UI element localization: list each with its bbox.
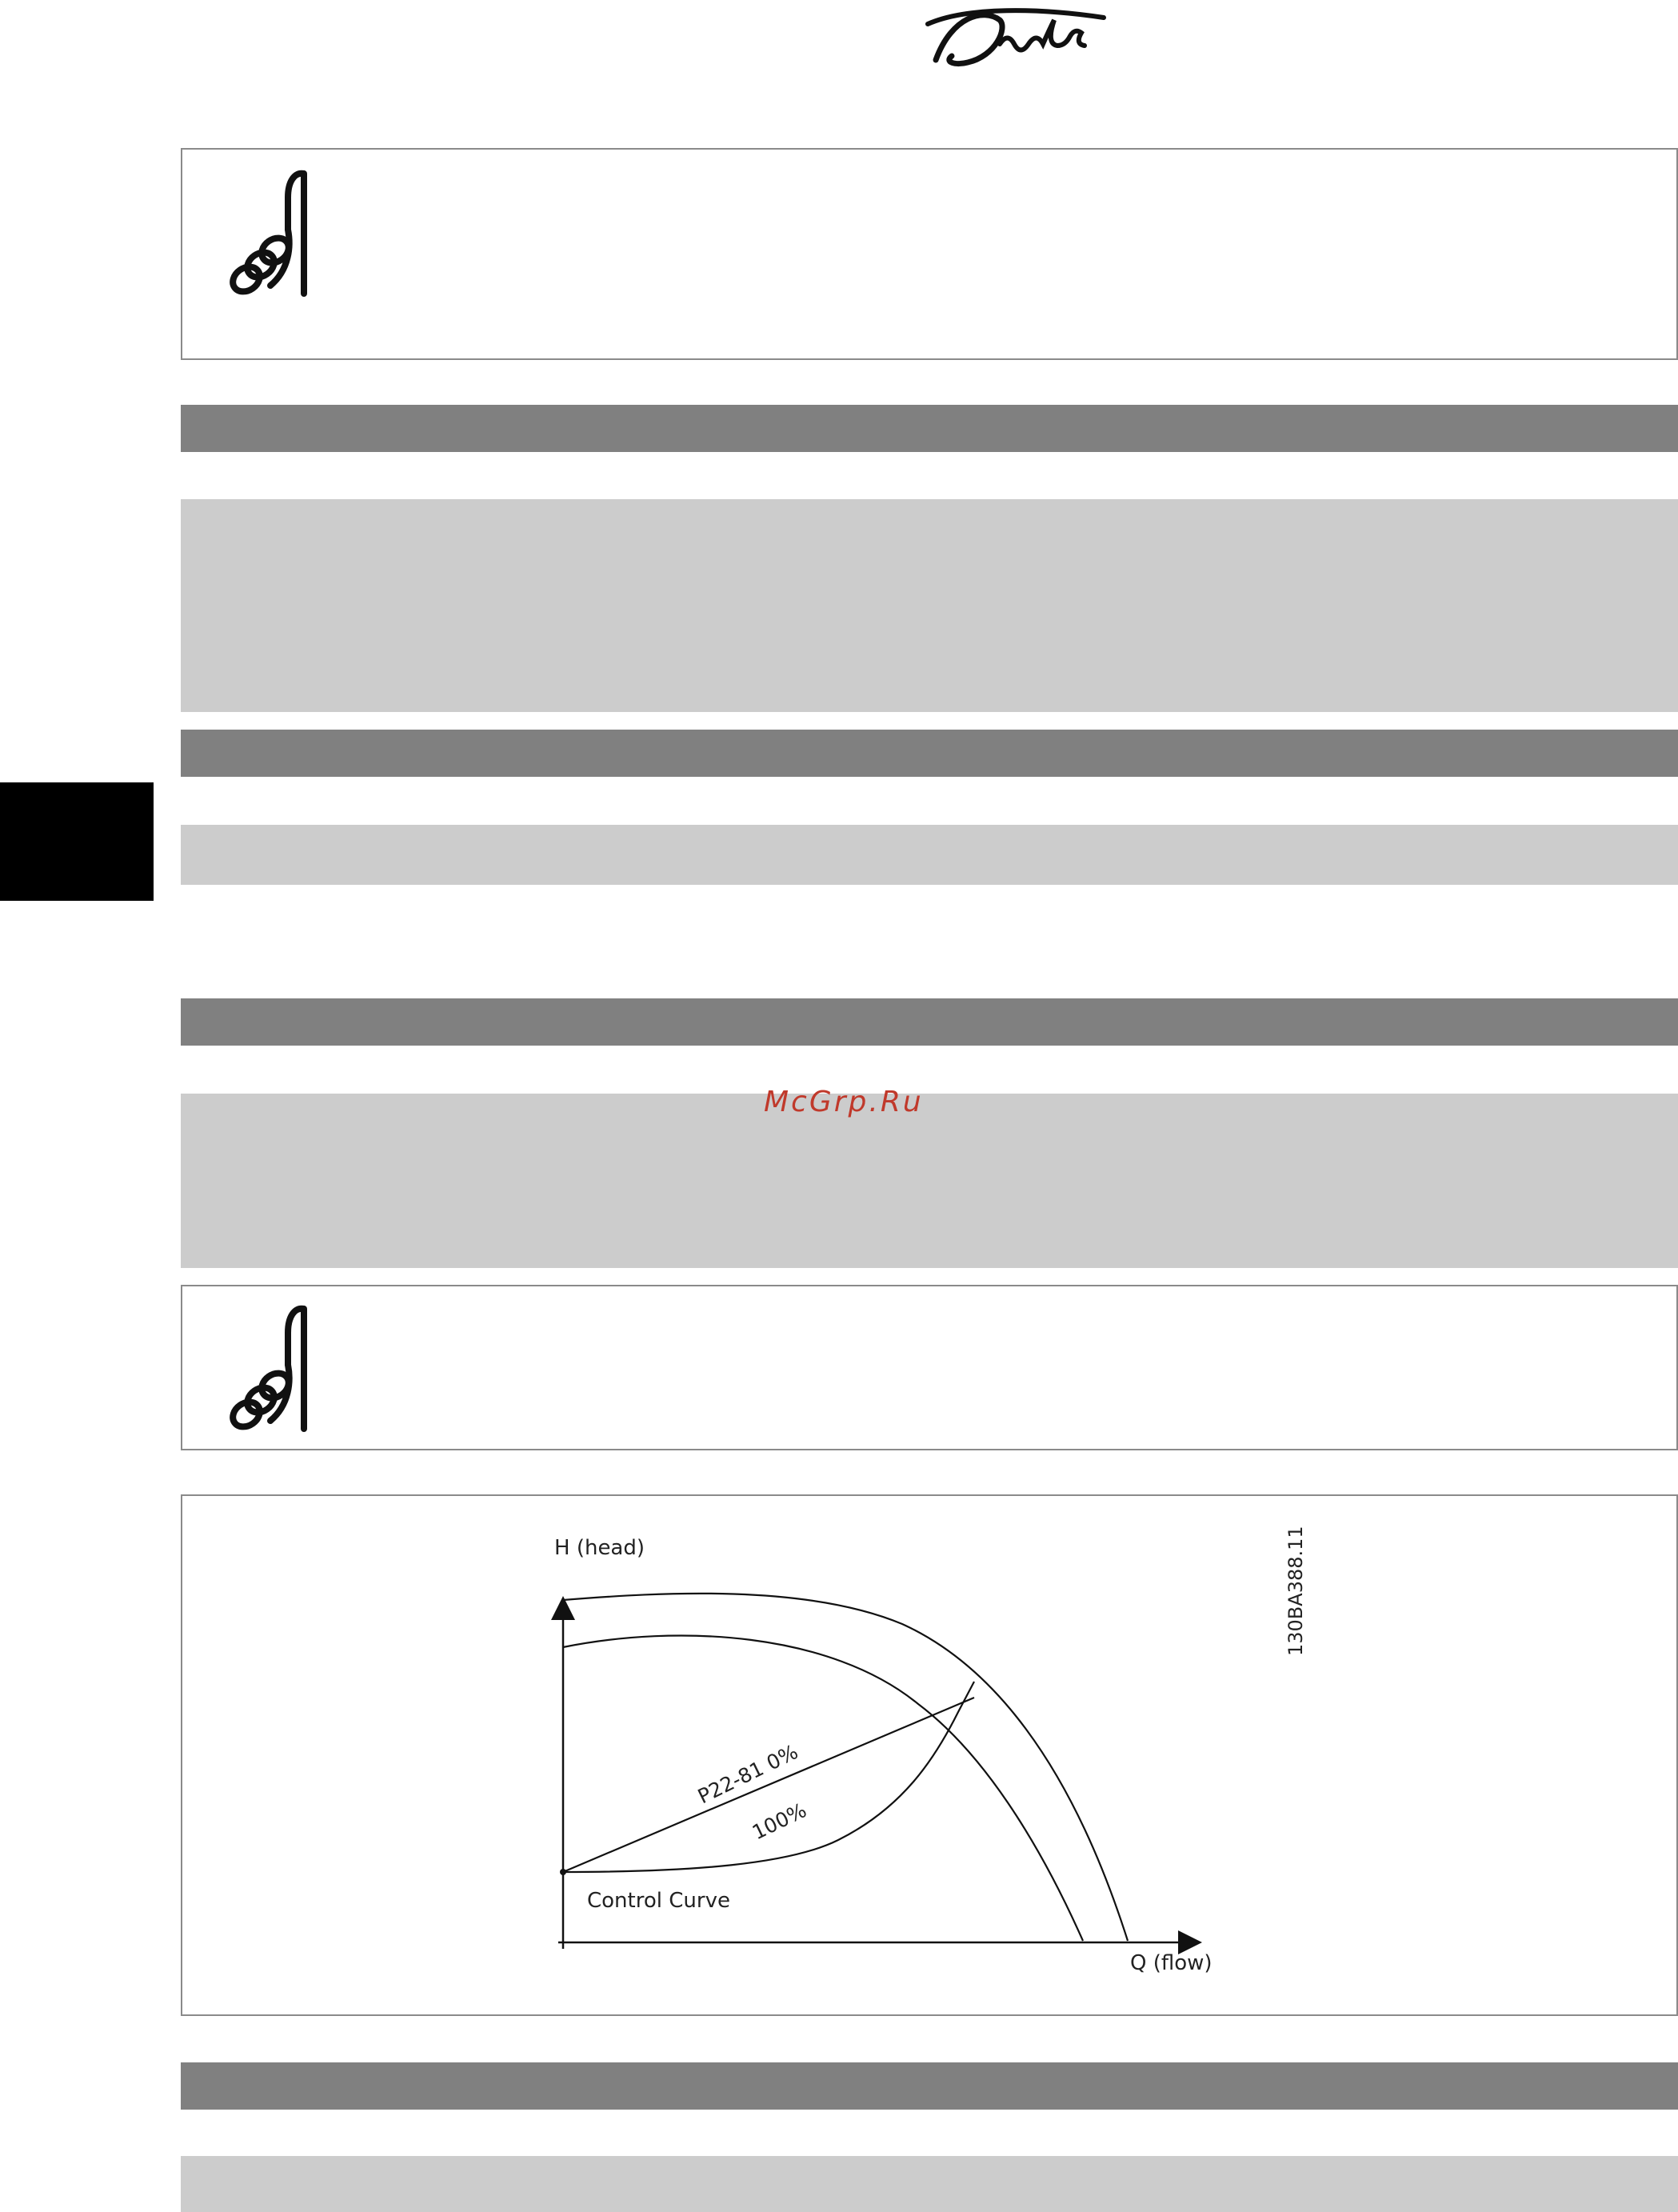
section-header-bar-1 (181, 405, 1678, 452)
parameter-block-2 (181, 825, 1678, 885)
hand-pointing-note-icon (214, 1301, 326, 1437)
note-box-2 (181, 1285, 1678, 1450)
control-curve-figure (181, 1494, 1678, 2016)
y-axis-label: H (head) (554, 1536, 645, 1560)
control-line-0pct (563, 1698, 974, 1872)
watermark-text: McGrp.Ru (764, 1086, 924, 1118)
section-header-bar-4 (181, 2062, 1678, 2110)
p22-81-label: P22-81 0% (693, 1740, 802, 1809)
hand-pointing-note-icon (214, 166, 326, 302)
control-curve-origin-point (560, 1869, 566, 1875)
figure-id-label: 130BA388.11 (1284, 1526, 1307, 1656)
parameter-block-3 (181, 1094, 1678, 1268)
section-header-bar-2 (181, 730, 1678, 777)
control-curve-label: Control Curve (587, 1889, 730, 1913)
note-box-1 (181, 148, 1678, 360)
x-axis-label: Q (flow) (1130, 1951, 1213, 1975)
parameter-block-4 (181, 2156, 1678, 2212)
section-header-bar-3 (181, 998, 1678, 1046)
chapter-side-tab (0, 782, 154, 901)
parameter-block-1 (181, 499, 1678, 712)
danfoss-logo (920, 0, 1112, 72)
control-curve-chart (182, 1496, 1676, 2014)
100pct-label: 100% (748, 1798, 810, 1845)
